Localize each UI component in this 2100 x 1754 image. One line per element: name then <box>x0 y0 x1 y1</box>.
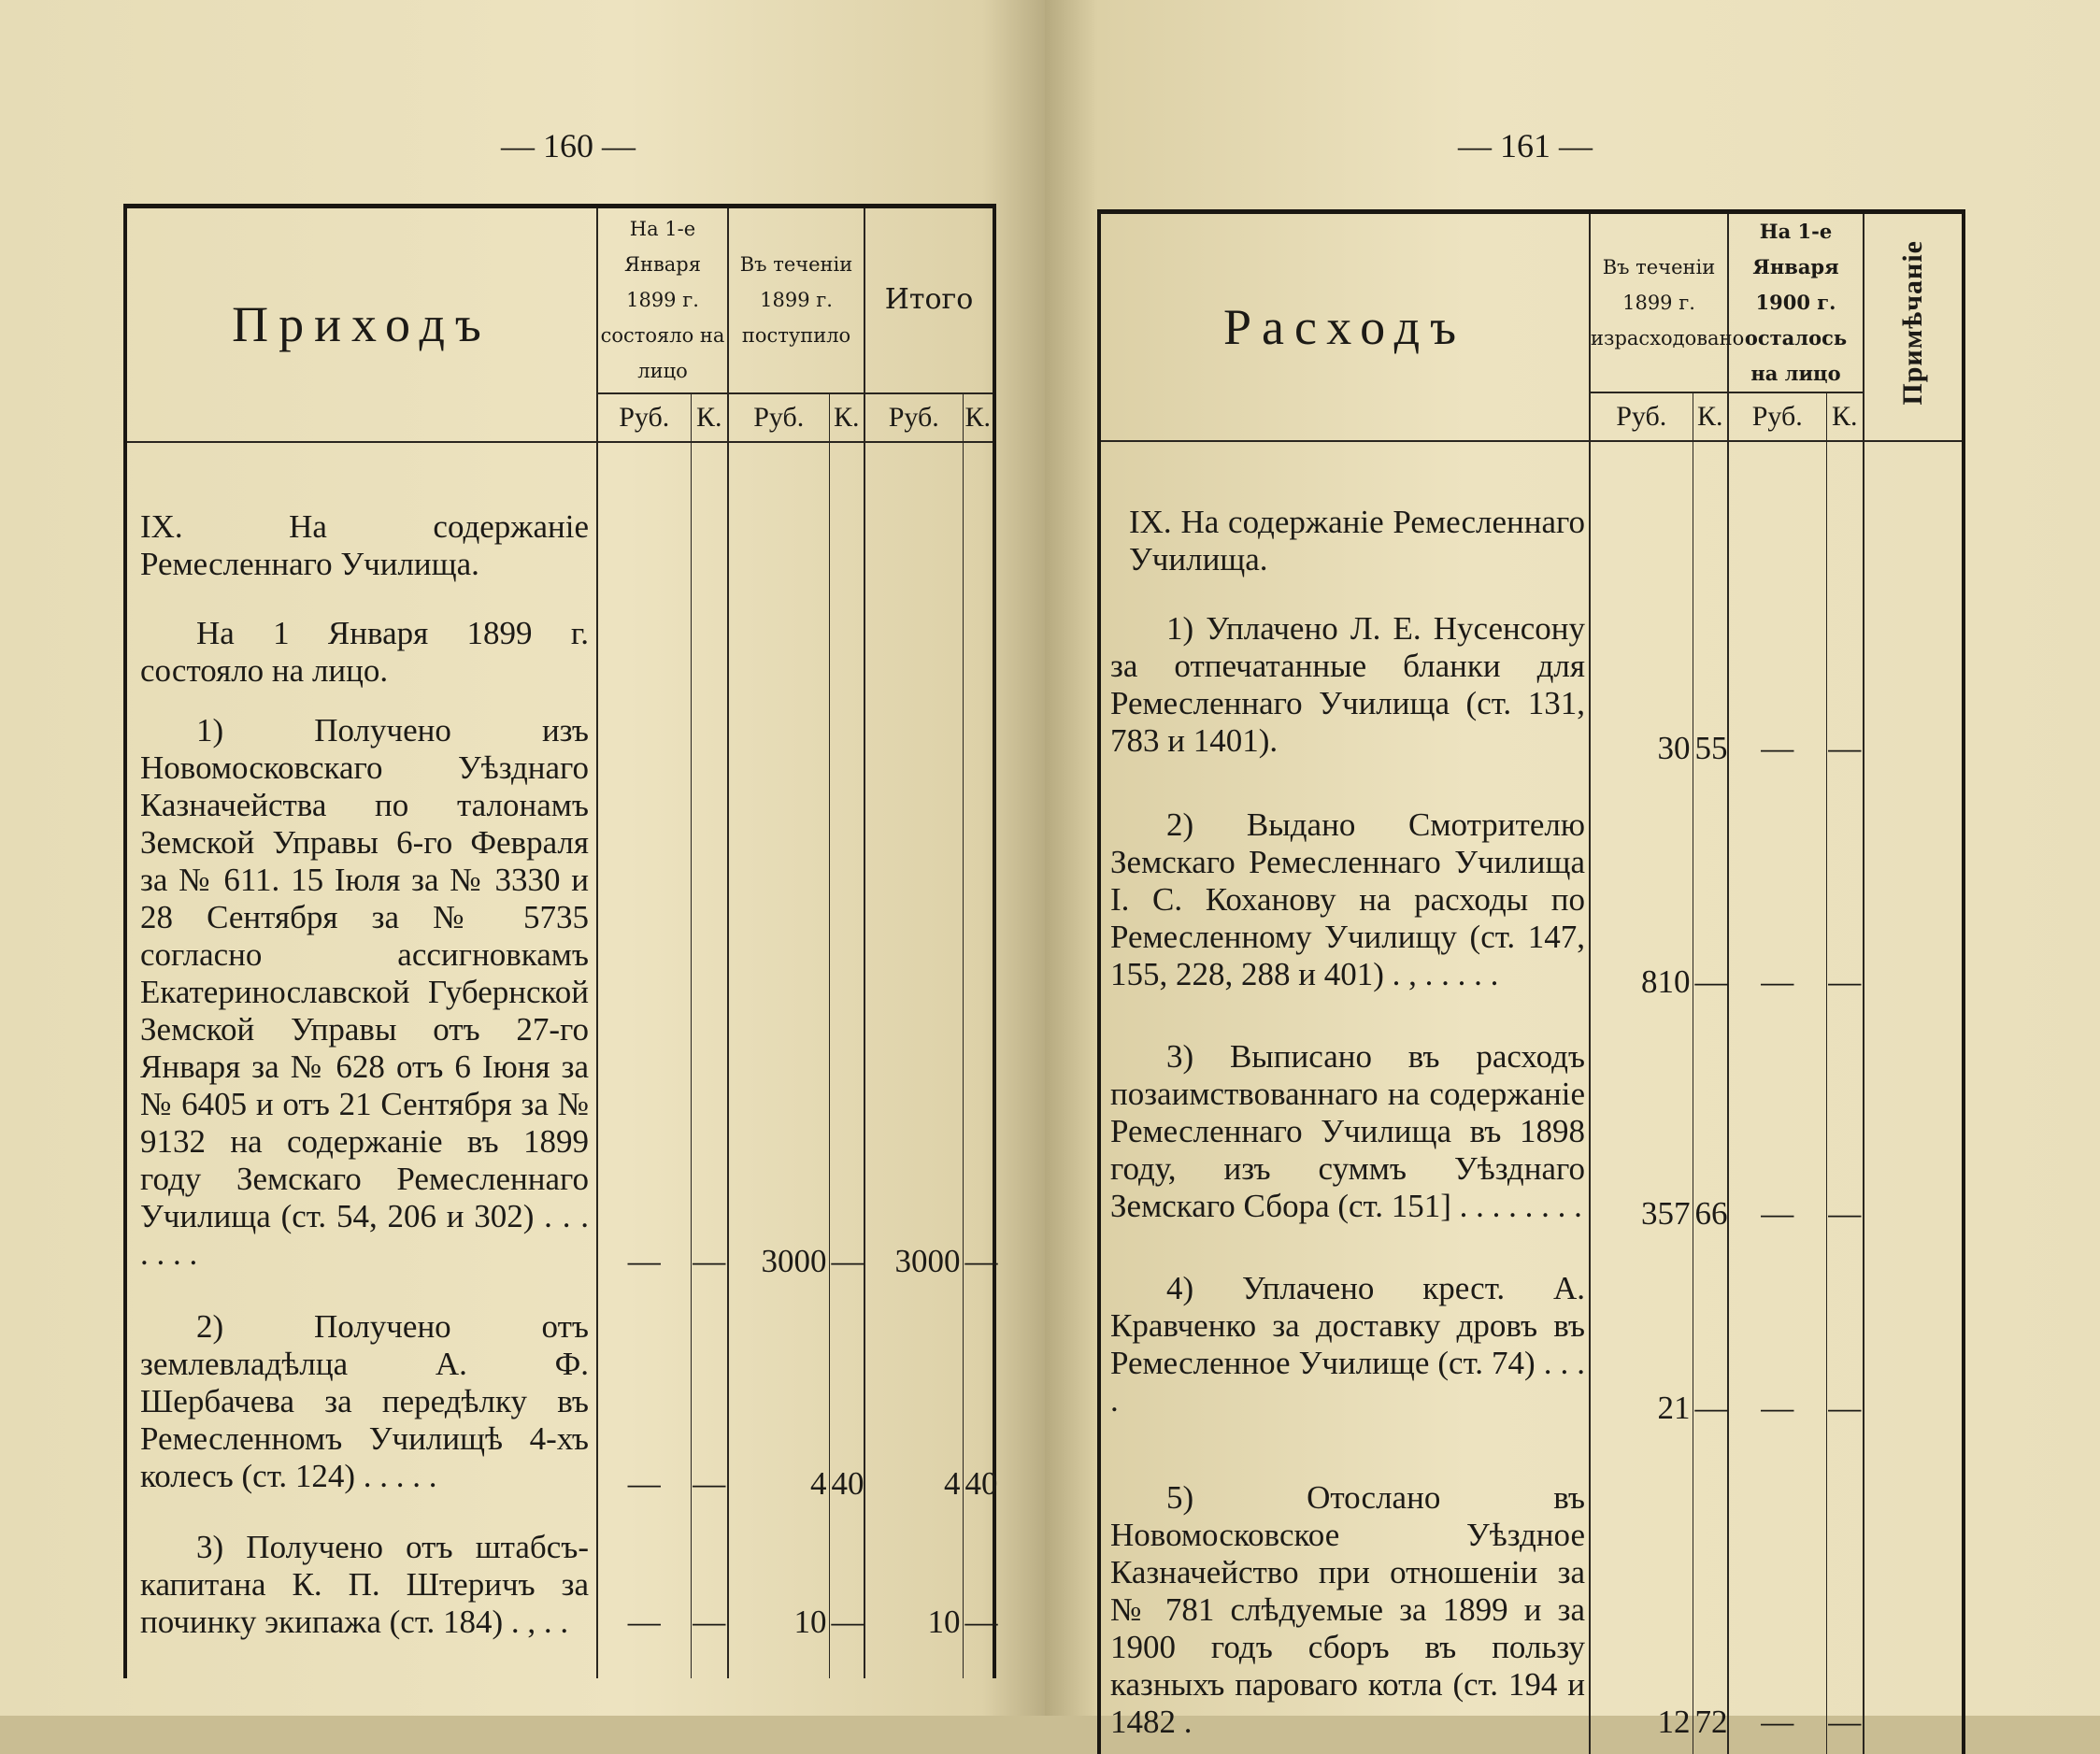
entry-text: 1) Уплачено Л. Е. Нусенсону за отпечатанные бланки для Ремесленнаго Училища (ст. 131, 783 и 1401). <box>1110 610 1585 759</box>
col-header-received: Въ теченіи 1899 г. поступило <box>728 207 864 393</box>
notes-cell <box>1864 767 1964 1001</box>
entry-text: 4) Уплачено крест. А. Кравченко за доставку дровъ въ Ремесленное Училище (ст. 74) . . . . <box>1099 1233 1590 1427</box>
amount-cell: 810 <box>1590 767 1693 1001</box>
amount-cell: 40 <box>963 1280 994 1503</box>
amount-cell: 66 <box>1693 1001 1728 1233</box>
unit-kop: К. <box>1693 392 1728 441</box>
unit-kop: К. <box>963 393 994 442</box>
amount-cell: — <box>1693 1233 1728 1427</box>
amount-cell: — <box>1826 767 1864 1001</box>
amount-cell: 357 <box>1590 1001 1693 1233</box>
amount-cell: — <box>691 1280 728 1503</box>
opening-balance-line: На 1 Января 1899 г. состояло на лицо. <box>140 614 589 689</box>
amount-cell: 55 <box>1693 441 1728 767</box>
unit-rub: Руб. <box>597 393 691 442</box>
expense-table <box>1097 209 1965 1754</box>
table-row <box>125 442 597 1280</box>
amount-cell: — <box>1728 441 1826 767</box>
amount-cell: 12 <box>1590 1427 1693 1754</box>
amount-cell: — <box>1826 1001 1864 1233</box>
amount-cell: 21 <box>1590 1233 1693 1427</box>
section-heading: IX. На содержаніе Ремесленнаго Училища. <box>1129 504 1585 578</box>
notes-cell <box>1864 1427 1964 1754</box>
amount-cell: — <box>691 1503 728 1678</box>
unit-rub: Руб. <box>1728 392 1826 441</box>
entry-text: 3) Получено отъ штабсъ-капитана К. П. Штеричъ за починку экипажа (ст. 184) . , . . <box>125 1503 597 1678</box>
amount-cell: 10 <box>728 1503 829 1678</box>
amount-cell: 4 <box>728 1280 829 1503</box>
amount-cell: — <box>829 1503 864 1678</box>
amount-cell: — <box>963 442 994 1280</box>
amount-cell: — <box>597 442 691 1280</box>
amount-cell: 4 <box>864 1280 963 1503</box>
amount-cell: — <box>691 442 728 1280</box>
entry-text: 2) Выдано Смотрителю Земскаго Ремесленнаго Училища І. С. Коханову на расходы по Ремесленному Училищу (ст. 147, 155, 228, 288 и 401) . , . . . . . <box>1099 767 1590 1001</box>
amount-cell: 10 <box>864 1503 963 1678</box>
amount-cell: — <box>1826 1427 1864 1754</box>
amount-cell: 72 <box>1693 1427 1728 1754</box>
entry-text: 5) Отослано въ Новомосковское Уѣздное Казначейство при отношеніи за № 781 слѣдуемые за 1899 и за 1900 годъ сборъ въ пользу казныхъ пароваго котла (ст. 194 и 1482 . <box>1099 1427 1590 1754</box>
amount-cell: 40 <box>829 1280 864 1503</box>
amount-cell: 3000 <box>864 442 963 1280</box>
right-page <box>1045 0 2100 1740</box>
amount-cell: — <box>597 1503 691 1678</box>
amount-cell: — <box>1728 1233 1826 1427</box>
amount-cell: — <box>1728 1001 1826 1233</box>
amount-cell: — <box>1826 1233 1864 1427</box>
col-header-remaining: На 1-е Января 1900 г. осталось на лицо <box>1728 212 1864 393</box>
col-header-total: Итого <box>864 207 994 393</box>
amount-cell: — <box>963 1503 994 1678</box>
amount-cell: — <box>1728 1427 1826 1754</box>
amount-cell: — <box>829 442 864 1280</box>
expense-title: Расходъ <box>1099 212 1590 442</box>
col-header-opening: На 1-е Января 1899 г. состояло на лицо <box>597 207 728 393</box>
notes-cell <box>1864 441 1964 767</box>
unit-rub: Руб. <box>864 393 963 442</box>
unit-kop: К. <box>829 393 864 442</box>
amount-cell: 3000 <box>728 442 829 1280</box>
amount-cell: 30 <box>1590 441 1693 767</box>
entry-text: 3) Выписано въ расходъ позаимствованнаго на содержаніе Ремесленнаго Училища въ 1898 году, изъ суммъ Уѣзднаго Земскаго Сбора (ст. 151] . . . . . . . . <box>1099 1001 1590 1233</box>
amount-cell: — <box>1728 767 1826 1001</box>
unit-kop: К. <box>691 393 728 442</box>
table-row <box>1099 441 1590 767</box>
amount-cell: — <box>1826 441 1864 767</box>
income-title: Приходъ <box>125 207 597 442</box>
page-number-left: — 160 — <box>501 127 636 164</box>
notes-cell <box>1864 1001 1964 1233</box>
amount-cell: — <box>597 1280 691 1503</box>
notes-label: Примѣчаніе <box>1897 240 1928 406</box>
amount-cell: — <box>1693 767 1728 1001</box>
notes-cell <box>1864 1233 1964 1427</box>
unit-rub: Руб. <box>1590 392 1693 441</box>
left-page <box>0 0 1045 1716</box>
page-number-right: — 161 — <box>1458 127 1593 164</box>
income-table <box>123 204 996 1678</box>
unit-kop: К. <box>1826 392 1864 441</box>
col-header-notes <box>1864 212 1964 442</box>
unit-rub: Руб. <box>728 393 829 442</box>
section-heading: IX. На содержаніе Ремесленнаго Училища. <box>140 507 589 582</box>
col-header-spent: Въ теченіи 1899 г. израсходовано <box>1590 212 1728 393</box>
entry-text: 1) Получено изъ Новомосковскаго Уѣзднаго Казначейства по талонамъ Земской Управы 6-го Февраля за № 611. 15 Іюля за № 3330 и 28 Сентября за № 5735 согласно ассигновкамъ Екатеринославской Губернской Земской Управы отъ 27-го Января за № 628 отъ 6 Іюня за № 6405 и отъ 21 Сентября за № 9132 на содержаніе въ 1899 году Земскаго Ремесленнаго Училища (ст. 54, 206 и 302) . . . . . . . <box>140 711 589 1272</box>
entry-text: 2) Получено отъ землевладѣлца А. Ф. Шербачева за передѣлку въ Ремесленномъ Училищѣ 4-хъ колесъ (ст. 124) . . . . . <box>125 1280 597 1503</box>
